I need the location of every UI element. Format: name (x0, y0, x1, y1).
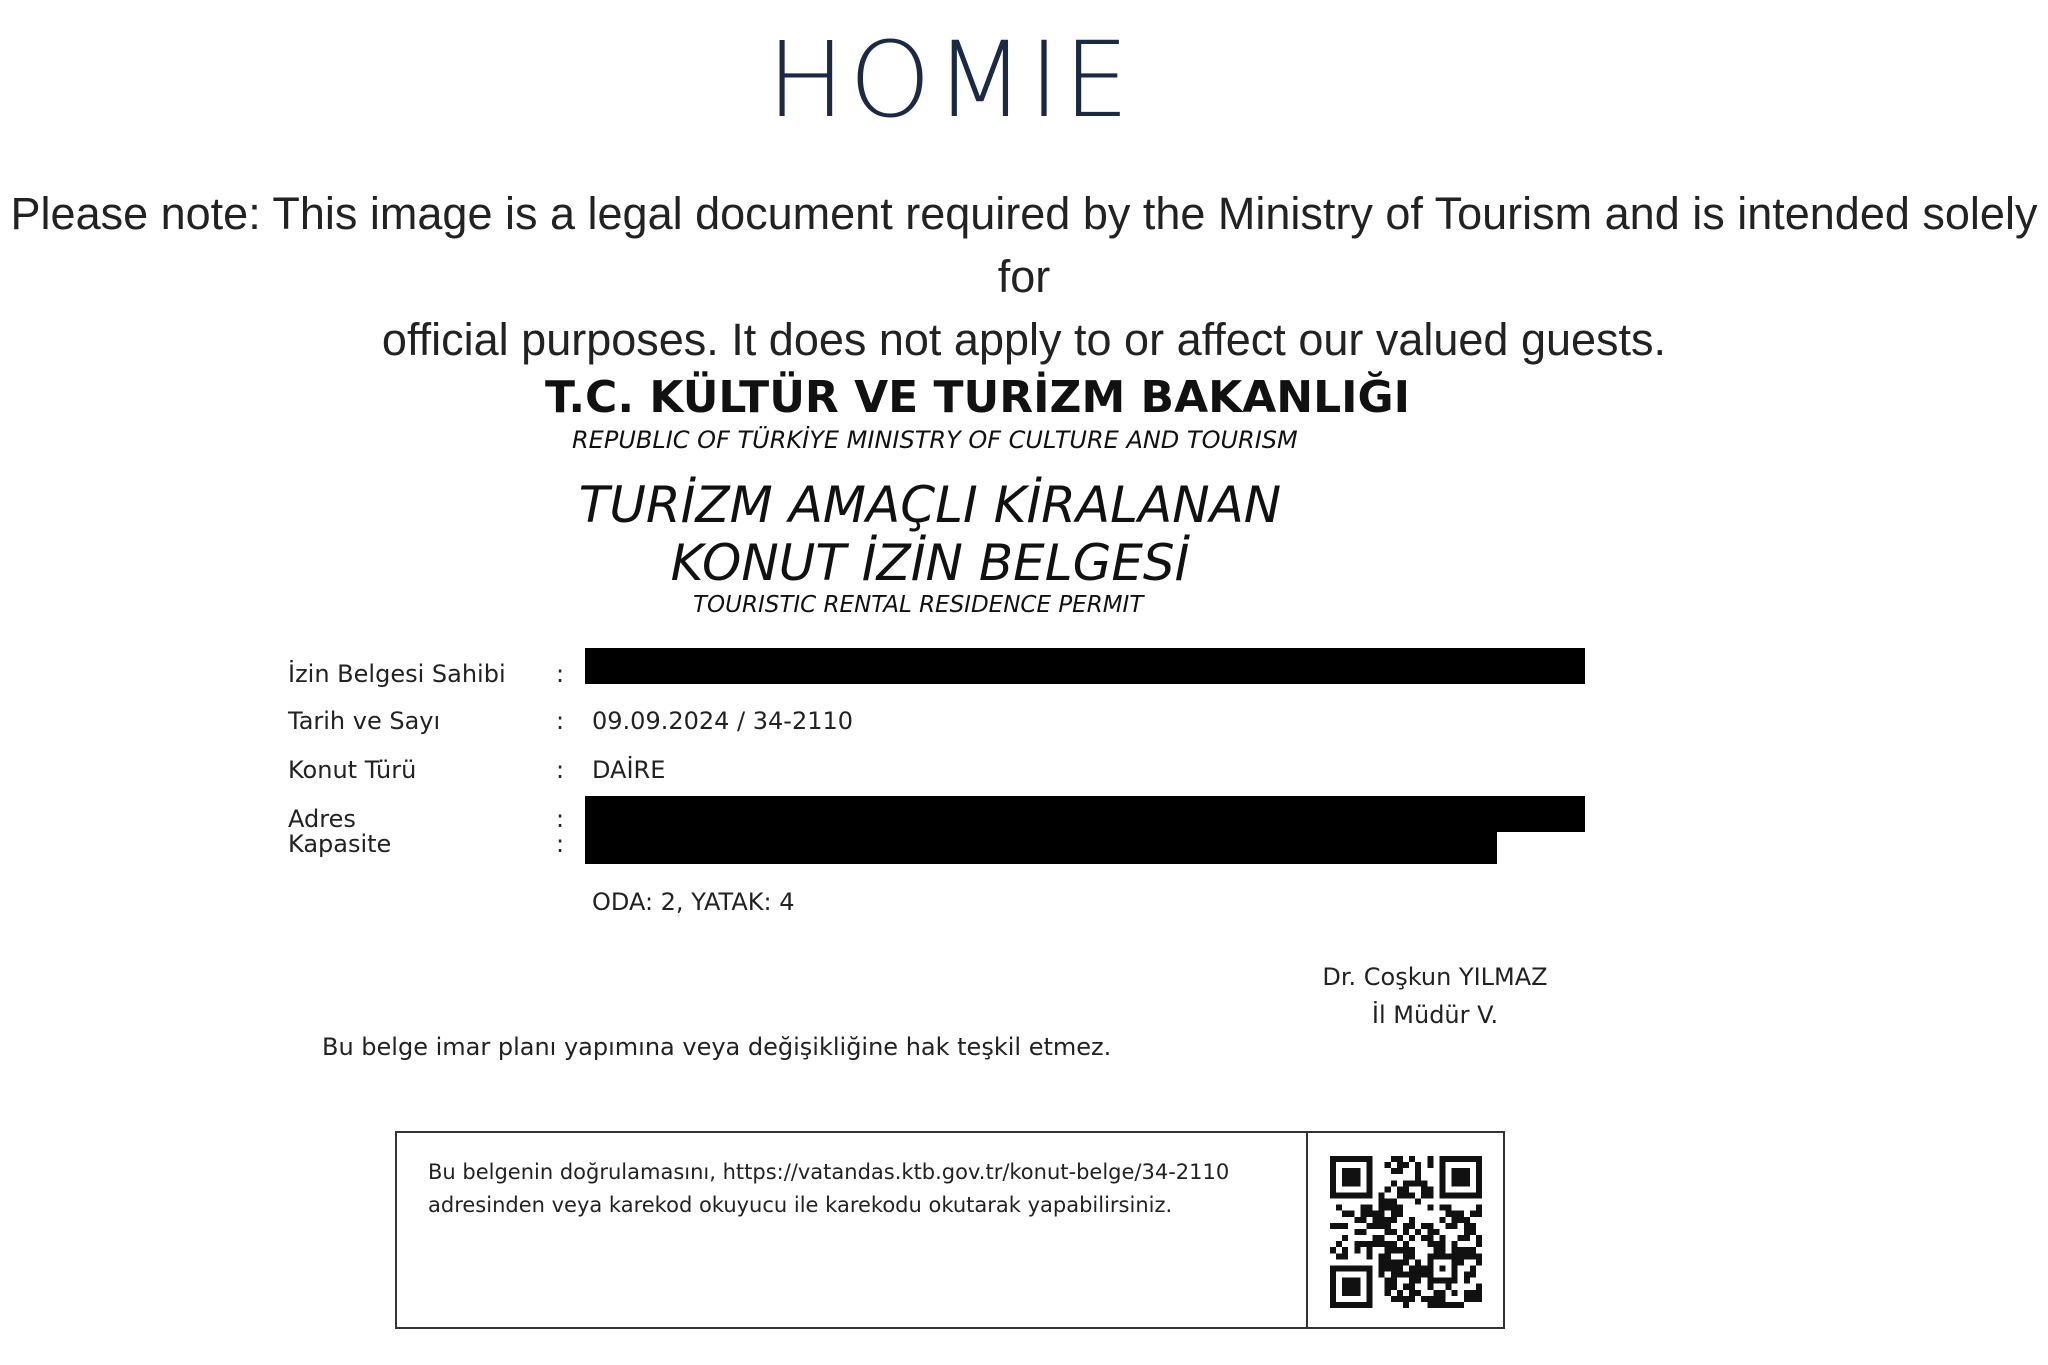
redacted-address-line-1 (585, 796, 1585, 832)
signature-block (1290, 958, 1580, 1034)
ministry-title: T.C. KÜLTÜR VE TURİZM BAKANLIĞI (545, 372, 1411, 423)
field-label-residence-type: Konut Türü (288, 756, 417, 784)
field-colon: : (556, 756, 565, 784)
verification-line-1: Bu belgenin doğrulamasını, https://vatandas.ktb.gov.tr/konut-belge/34-2110 (428, 1160, 1230, 1184)
field-colon: : (556, 707, 565, 735)
field-label-date-number: Tarih ve Sayı (288, 707, 441, 735)
verification-text (428, 1156, 1288, 1222)
field-value-date-number: 09.09.2024 / 34-2110 (592, 707, 854, 735)
field-colon: : (556, 805, 565, 833)
field-label-address: Adres (288, 805, 356, 833)
verification-line-2: adresinden veya karekod okuyucu ile karekodu okutarak yapabilirsiniz. (428, 1193, 1173, 1217)
permit-title-line-1: TURİZM AMAÇLI KİRALANAN (578, 476, 1282, 534)
ministry-title-english: REPUBLIC OF TÜRKİYE MINISTRY OF CULTURE AND TOURISM (572, 426, 1298, 454)
redacted-permit-holder (585, 648, 1585, 684)
verification-divider (1306, 1131, 1308, 1329)
disclaimer: Bu belge imar planı yapımına veya değişikliğine hak teşkil etmez. (322, 1033, 1112, 1061)
legal-notice (0, 182, 2048, 371)
field-value-residence-type: DAİRE (592, 756, 666, 784)
field-colon: : (556, 660, 565, 688)
permit-title-english: TOURISTIC RENTAL RESIDENCE PERMIT (693, 592, 1144, 618)
homie-logo: HOMIE (766, 19, 1134, 141)
redacted-address-line-2 (585, 830, 1497, 864)
legal-notice-line-2: official purposes. It does not apply to or affect our valued guests. (381, 314, 1667, 365)
signer-name: Dr. Coşkun YILMAZ (1322, 963, 1548, 991)
legal-notice-line-1: Please note: This image is a legal document required by the Ministry of Tourism and is intended solely for (10, 188, 2038, 302)
permit-title-line-2: KONUT İZİN BELGESİ (670, 534, 1190, 592)
permit-title (480, 476, 1380, 592)
field-value-capacity: ODA: 2, YATAK: 4 (592, 888, 795, 916)
qr-code-icon[interactable] (1330, 1156, 1482, 1308)
signer-title: İl Müdür V. (1371, 1001, 1499, 1029)
field-colon: : (556, 830, 565, 858)
field-label-capacity: Kapasite (288, 830, 392, 858)
field-label-permit-holder: İzin Belgesi Sahibi (288, 660, 506, 688)
